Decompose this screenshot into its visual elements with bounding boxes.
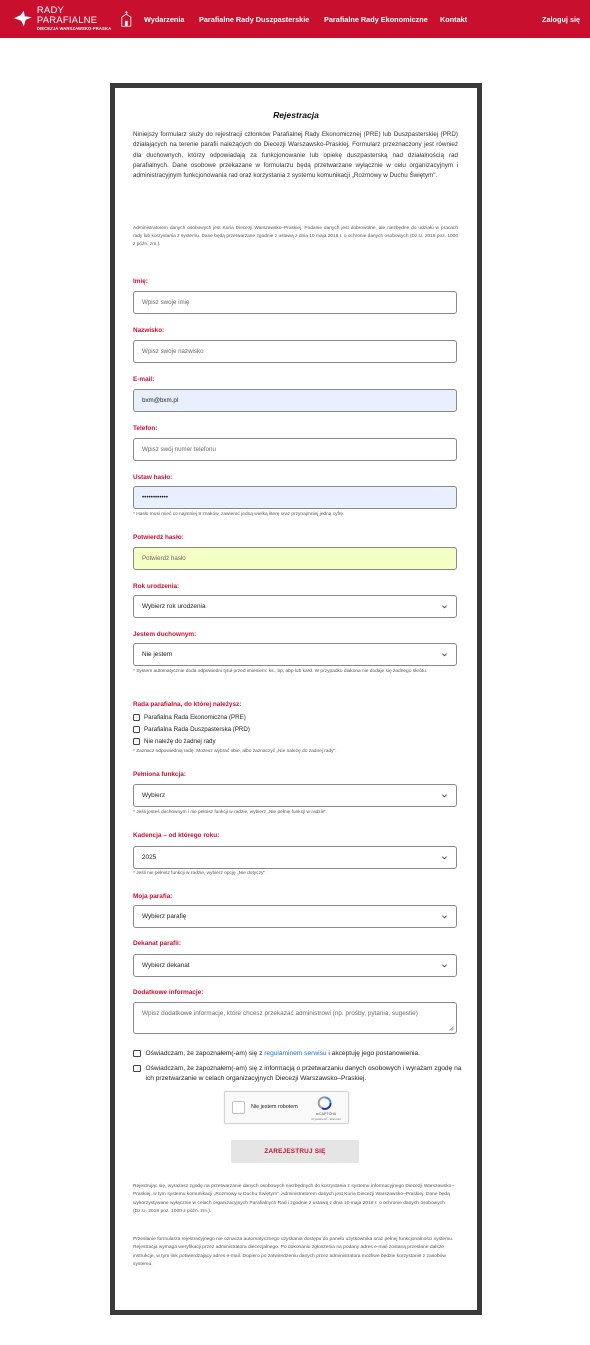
- birth-year-label: Rok urodzenia:: [133, 583, 180, 590]
- chevron-down-icon: [441, 962, 448, 969]
- first-name-input[interactable]: [133, 291, 457, 314]
- function-hint: * Jeśli jesteś duchownym i nie pełnisz funkcji w radzie, wybierz „Nie pełnię funkcji w radzie".: [133, 810, 328, 815]
- chevron-down-icon: [441, 603, 448, 610]
- chevron-down-icon: [441, 913, 448, 920]
- legal-consent-text: Rejestrując się, wyrażasz zgodę na przetwarzanie danych osobowych niezbędnych do korzystania z systemu informacyjnego Diecezji Warszawsko–Praskiej, w tym systemu komunikacji „Rozmowy w Duchu Świętym". Administratorem danych jest Kuria Diecezji Warszawsko–Praskiej. Dane będą wykorzystywane wyłącznie w celach organizacyjnych Parafialnych Rad i zgodnie z ustawą z dnia 10 maja 2018 r. o ochronie danych osobowych (Dz.U. 2018 poz. 1000 z późn. zm.).: [133, 1184, 455, 1215]
- last-name-input[interactable]: [133, 340, 457, 363]
- clergy-value: Nie jestem: [142, 651, 173, 658]
- church-icon: [120, 10, 133, 28]
- extra-info-placeholder: Wpisz dodatkowe informacje, które chcesz przekazać administrowi (np. prośby, pytania, sugestie): [142, 1010, 418, 1017]
- email-input[interactable]: [133, 389, 457, 412]
- intro-text: Niniejszy formularz służy do rejestracji członków Parafialnej Rady Ekonomicznej (PRE) lub Duszpasterskiej (PRD) działających na terenie parafii należących do Diecezji Warszawsko-Praskiej. Formularz przeznaczony jest również dla duchownych, którzy odpowiadają za funkcjonowanie lub opiekę duszpasterską nad działalnością rad parafialnych. Dane osobowe przekazane w formularzu będą przetwarzane wyłącznie w celu organizacyjnym i administracyjnym funkcjonowania rad oraz korzystania z systemu komunikacji „Rozmowy w Duchu Świętym".: [133, 131, 458, 180]
- deanery-value: Wybierz dekanat: [142, 962, 190, 969]
- recaptcha-brand: reCAPTCHA: [315, 1112, 337, 1116]
- last-name-label: Nazwisko:: [133, 327, 165, 334]
- legal-verification-text: Przesłanie formularza rejestracyjnego nie oznacza automatycznego uzyskania dostępu do panelu użytkownika oraz pełnej funkcjonalności systemu. Rejestracja wymaga weryfikacji przez administratora diecezjalnego. Po dokonaniu zgłoszenia na podany adres e-mail zostaną przesłane dalsze instrukcje, w tym link potwierdzający adres e-mail. Dopiero po zatwierdzeniu danych przez administratora możliwe będzie korzystanie z zasobów systemu.: [133, 1237, 454, 1268]
- council-option-pre-label: Parafialna Rada Ekonomiczna (PRE): [144, 714, 246, 721]
- site-logo[interactable]: [13, 5, 133, 33]
- recaptcha-links[interactable]: Prywatność - Warunki: [311, 1117, 341, 1121]
- resize-grip-icon[interactable]: [449, 1026, 454, 1031]
- logo-subtitle: DIECEZJA WARSZAWSKO-PRASKA: [36, 26, 112, 32]
- terms-link[interactable]: regulaminem serwisu: [264, 1050, 327, 1057]
- clergy-label: Jestem duchownym:: [133, 631, 197, 638]
- data-admin-note: Administratorem danych osobowych jest Kuria Diecezji Warszawsko–Praskiej. Podanie danych jest dobrowolne, ale niezbędne do udziału w pracach rady lub korzystania z systemu. Dane będą przetwarzane zgodnie z ustawą z dnia 10 maja 2018 r. o ochronie danych osobowych (Dz.U. 2018 poz. 1000 z późn. zm.).: [133, 226, 458, 248]
- consent-data[interactable]: [133, 1064, 463, 1084]
- council-option-none-label: Nie należę do żadnej rady: [144, 738, 216, 745]
- function-select[interactable]: [133, 784, 457, 807]
- recaptcha-label: Nie jestem robotem: [251, 1104, 298, 1110]
- nav-link-pastoral-councils[interactable]: Parafialne Rady Duszpasterskie: [199, 15, 310, 24]
- council-label: Rada parafialna, do której należysz:: [133, 701, 242, 708]
- registration-form: [115, 88, 477, 1310]
- chevron-down-icon: [441, 651, 448, 658]
- parish-select[interactable]: [133, 905, 457, 928]
- nav-link-economic-councils[interactable]: Parafialne Rady Ekonomiczne: [324, 15, 428, 24]
- page-title: Rejestracja: [273, 110, 319, 120]
- birth-year-select[interactable]: [133, 595, 457, 618]
- birth-year-value: Wybierz rok urodzenia: [142, 603, 206, 610]
- council-option-none[interactable]: [133, 737, 216, 746]
- phone-label: Telefon:: [133, 425, 158, 432]
- first-name-label: Imię:: [133, 278, 148, 285]
- password-input[interactable]: [133, 486, 457, 509]
- term-value: 2025: [142, 854, 157, 861]
- parish-label: Moja parafia:: [133, 893, 173, 900]
- council-option-prd-label: Parafialna Rada Duszpasterska (PRD): [144, 726, 250, 733]
- deanery-select[interactable]: [133, 954, 457, 977]
- term-select[interactable]: [133, 846, 457, 869]
- consent-terms-text: Oświadczam, że zapoznałem(-am) się z regulaminem serwisu i akceptuję jego postanowienia.: [145, 1050, 421, 1057]
- password-confirm-input[interactable]: [133, 547, 457, 570]
- checkbox[interactable]: [133, 714, 140, 721]
- checkbox[interactable]: [133, 726, 140, 733]
- chevron-down-icon: [441, 792, 448, 799]
- term-label: Kadencja – od którego roku:: [133, 832, 220, 839]
- recaptcha-logo-icon: [317, 1096, 333, 1110]
- function-value: Wybierz: [142, 792, 166, 799]
- login-link[interactable]: Zaloguj się: [542, 15, 581, 24]
- checkbox[interactable]: [133, 1065, 141, 1073]
- function-label: Pełniona funkcja:: [133, 771, 186, 778]
- clergy-hint: * System automatycznie doda odpowiedni tytuł przed imieniem: ks., bp, abp lub kard. W przypadku diakona nie dodaje się żadnego skrótu.: [133, 669, 428, 674]
- council-option-pre[interactable]: [133, 713, 246, 722]
- parish-value: Wybierz parafię: [142, 913, 187, 920]
- phone-input[interactable]: [133, 438, 457, 461]
- extra-info-textarea[interactable]: [133, 1002, 457, 1034]
- email-label: E-mail:: [133, 376, 155, 383]
- consent-terms[interactable]: [133, 1049, 463, 1059]
- register-button[interactable]: ZAREJESTRUJ SIĘ: [231, 1140, 359, 1163]
- dove-icon: [13, 9, 33, 29]
- nav-link-events[interactable]: Wydarzenia: [144, 15, 185, 24]
- password-hint: * Hasło musi mieć co najmniej 8 znaków, zawierać jedną wielką literę oraz przynajmniej jedną cyfrę.: [133, 512, 345, 517]
- top-navbar: [0, 0, 590, 38]
- council-hint: * Zaznacz odpowiednią radę. Możesz wybrać obie, albo zaznaczyć „Nie należę do żadnej rady".: [133, 749, 337, 754]
- clergy-select[interactable]: [133, 643, 457, 666]
- password-label: Ustaw hasło:: [133, 474, 173, 481]
- password-confirm-label: Potwierdź hasło:: [133, 534, 184, 541]
- checkbox[interactable]: [133, 1050, 141, 1058]
- recaptcha-checkbox[interactable]: [232, 1101, 245, 1114]
- logo-title: RADY PARAFIALNE: [36, 5, 98, 26]
- extra-info-label: Dodatkowe informacje:: [133, 989, 204, 996]
- council-option-prd[interactable]: [133, 725, 250, 734]
- consent-data-text: Oświadczam, że zapoznałem(-am) się z informacją o przetwarzaniu danych osobowych i wyrażam zgodę na ich przetwarzanie w celach organizacyjnych Diecezji Warszawsko–Praskiej.: [145, 1065, 462, 1082]
- term-hint: * Jeśli nie pełnisz funkcji w radzie, wybierz opcję „Nie dotyczy".: [133, 871, 267, 876]
- recaptcha-widget: [224, 1091, 349, 1124]
- chevron-down-icon: [441, 854, 448, 861]
- checkbox[interactable]: [133, 738, 140, 745]
- deanery-label: Dekanat parafii:: [133, 940, 181, 947]
- nav-link-contact[interactable]: Kontakt: [440, 15, 468, 24]
